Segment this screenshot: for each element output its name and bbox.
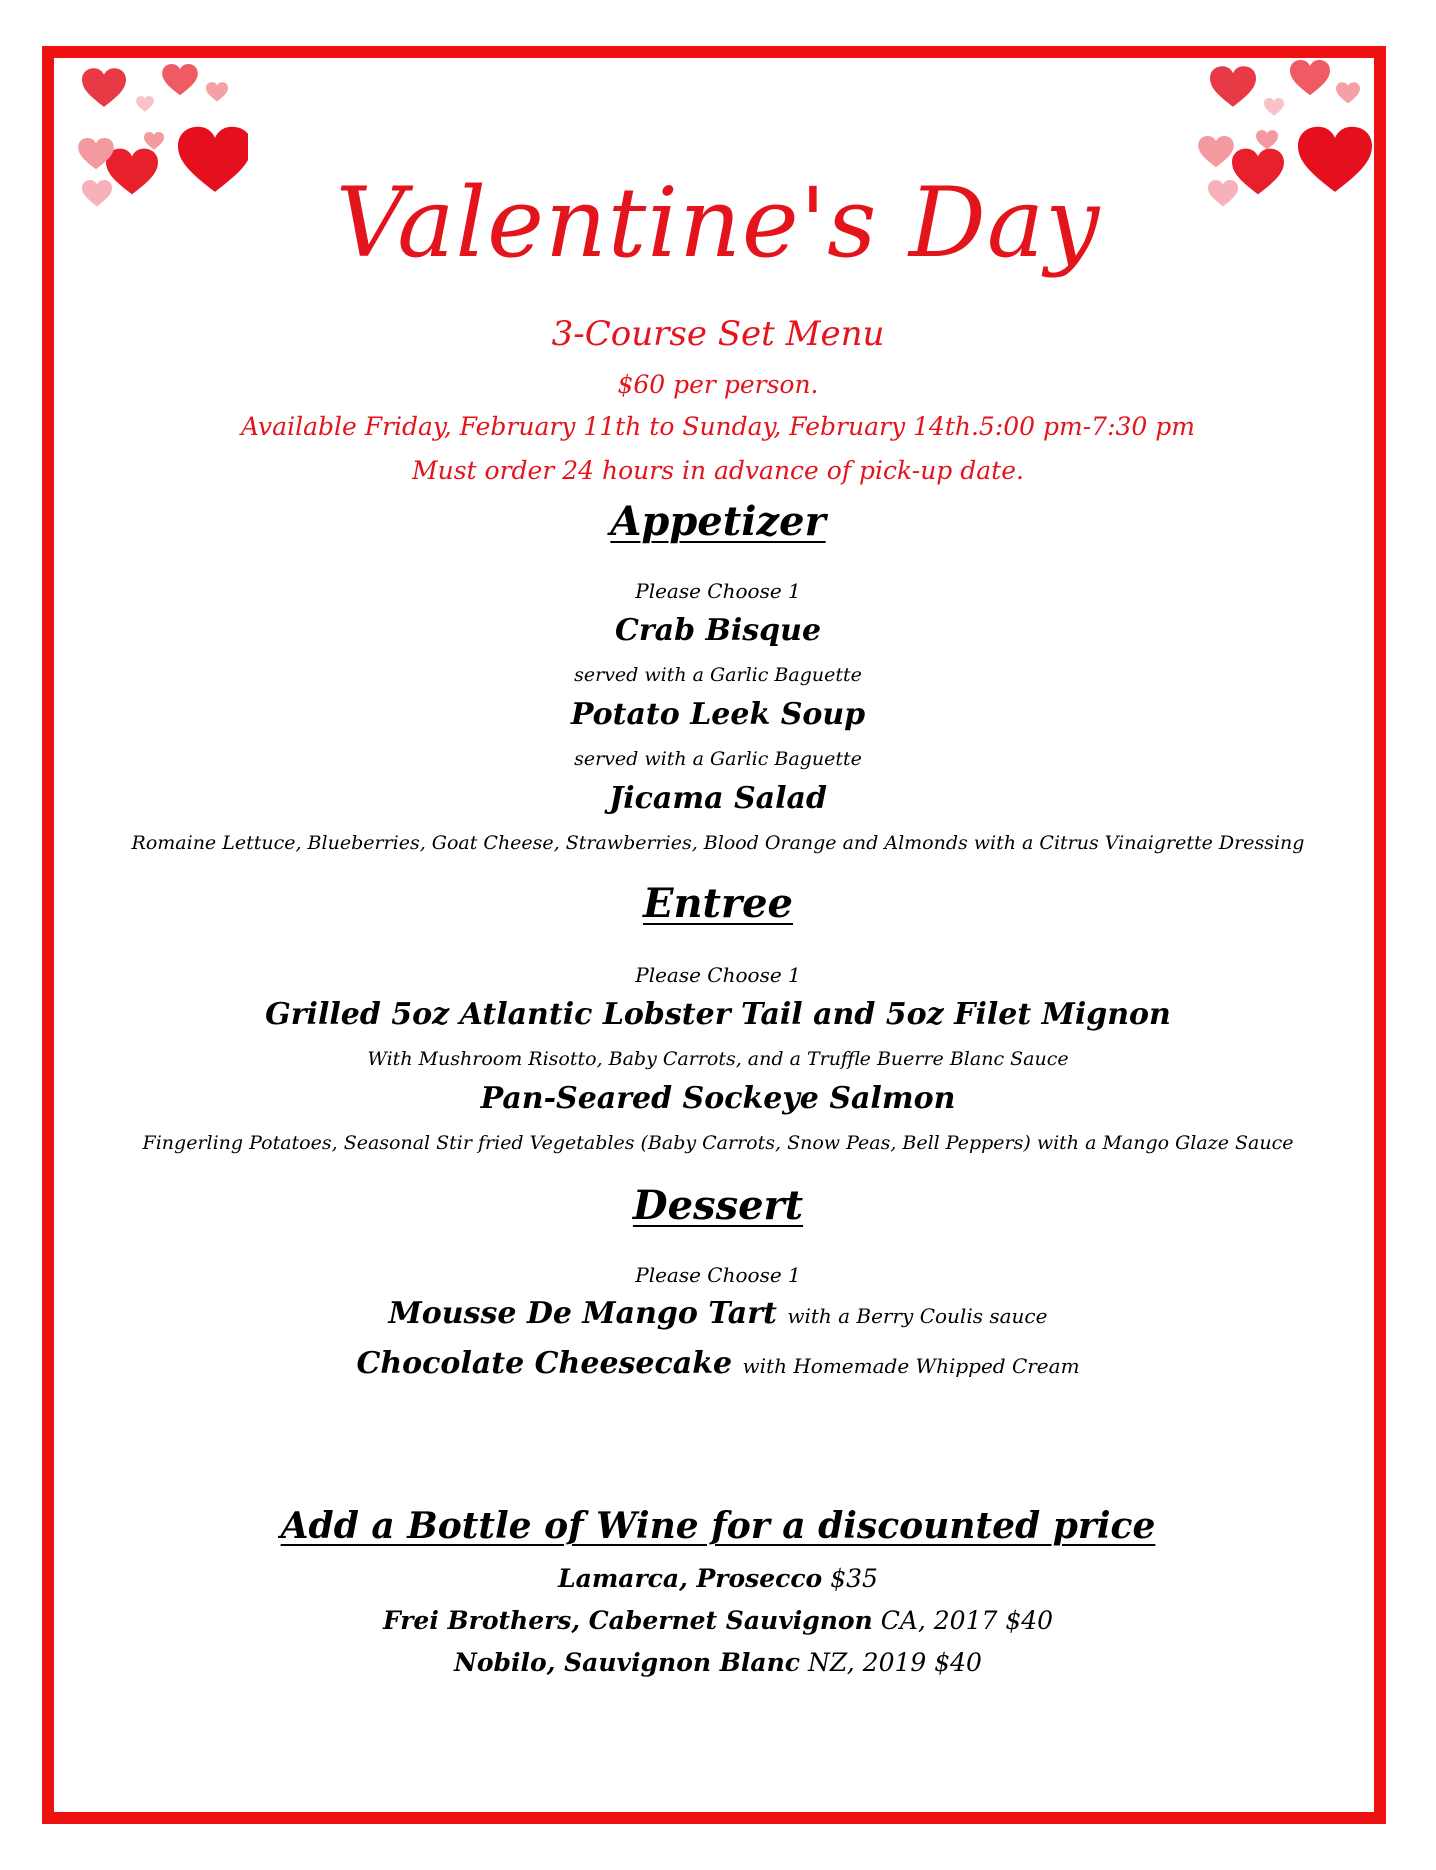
- wine-heading: Add a Bottle of Wine for a discounted price: [280, 1505, 1156, 1547]
- appetizer-heading: Appetizer: [610, 498, 826, 545]
- menu-item-name: Chocolate Cheesecake: [356, 1346, 733, 1381]
- wine-detail: $35: [830, 1564, 878, 1593]
- menu-item-name: Jicama Salad: [609, 781, 827, 816]
- entree-choose-note: Please Choose 1: [635, 963, 801, 987]
- wine-detail: NZ, 2019 $40: [807, 1648, 982, 1677]
- wine-item: [0, 1646, 1436, 1680]
- menu-item-desc: Fingerling Potatoes, Seasonal Stir fried Vegetables (Baby Carrots, Snow Peas, Bell Peppers) with a Mango Glaze Sauce: [142, 1132, 1294, 1154]
- wine-name: Frei Brothers, Cabernet Sauvignon: [382, 1606, 873, 1635]
- entree-heading: Entree: [642, 880, 794, 927]
- wine-item: [0, 1562, 1436, 1596]
- dessert-heading: Dessert: [632, 1182, 804, 1229]
- dessert-item: [0, 1294, 1436, 1336]
- menu-item-desc: served with a Garlic Baguette: [574, 664, 862, 686]
- wine-name: Lamarca, Prosecco: [558, 1564, 823, 1593]
- menu-item-name: Mousse De Mango Tart: [388, 1296, 777, 1331]
- page-border: [42, 46, 1386, 1824]
- dessert-choose-note: Please Choose 1: [635, 1263, 801, 1287]
- dessert-item: [0, 1344, 1436, 1386]
- availability-line: Available Friday, February 11th to Sunday, February 14th.5:00 pm-7:30 pm: [241, 412, 1195, 441]
- menu-item-desc: With Mushroom Risotto, Baby Carrots, and a Truffle Buerre Blanc Sauce: [367, 1048, 1069, 1070]
- wine-detail: CA, 2017 $40: [880, 1606, 1054, 1635]
- menu-subtitle: 3-Course Set Menu: [551, 314, 885, 354]
- menu-item-desc: served with a Garlic Baguette: [574, 748, 862, 770]
- price-line: $60 per person.: [617, 370, 819, 399]
- menu-item-name: Crab Bisque: [614, 613, 822, 648]
- order-notice-line: Must order 24 hours in advance of pick-up date.: [412, 456, 1024, 485]
- menu-item-name: Pan-Seared Sockeye Salmon: [480, 1081, 956, 1116]
- menu-item-desc: Romaine Lettuce, Blueberries, Goat Cheese, Strawberries, Blood Orange and Almonds with a Citrus Vinaigrette Dressing: [131, 832, 1305, 854]
- wine-name: Nobilo, Sauvignon Blanc: [454, 1648, 801, 1677]
- appetizer-choose-note: Please Choose 1: [635, 579, 801, 603]
- page-title: Valentine's Day: [335, 167, 1101, 279]
- menu-item-desc: with Homemade Whipped Cream: [742, 1354, 1080, 1378]
- menu-item-desc: with a Berry Coulis sauce: [787, 1304, 1048, 1328]
- menu-item-name: Grilled 5oz Atlantic Lobster Tail and 5oz Filet Mignon: [265, 997, 1171, 1032]
- menu-item-name: Potato Leek Soup: [570, 697, 866, 732]
- wine-item: [0, 1604, 1436, 1638]
